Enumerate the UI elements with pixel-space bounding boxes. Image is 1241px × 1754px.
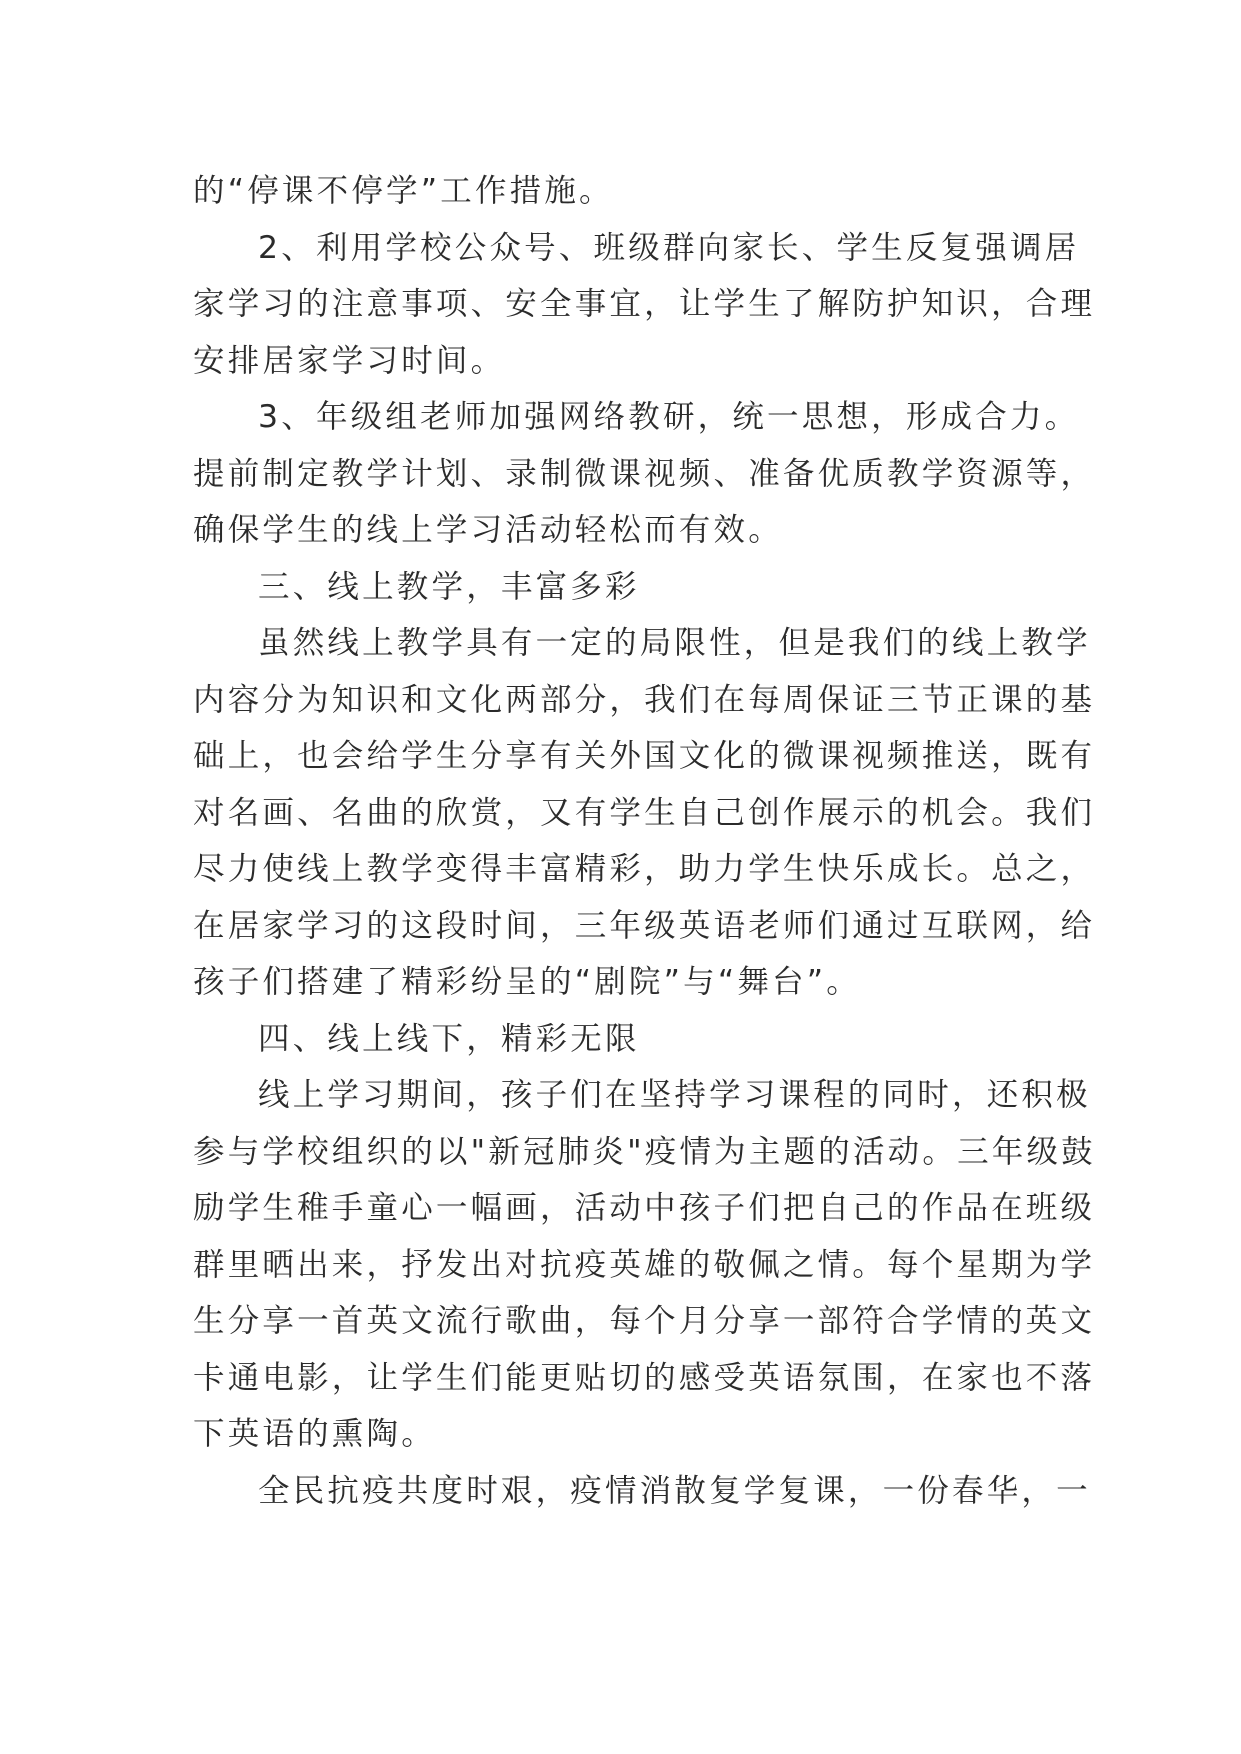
text-line: 确保学生的线上学习活动轻松而有效。 — [193, 512, 783, 548]
paragraph-start-line: 全民抗疫共度时艰，疫情消散复学复课，一份春华，一 — [258, 1472, 1091, 1509]
text-line: 尽力使线上教学变得丰富精彩，助力学生快乐成长。总之， — [193, 851, 1096, 887]
text-line: 参与学校组织的以"新冠肺炎"疫情为主题的活动。三年级鼓 — [193, 1133, 1096, 1170]
text-line: 安排居家学习时间。 — [193, 342, 506, 379]
text-line: 孩子们搭建了精彩纷呈的“剧院”与“舞台”。 — [193, 964, 861, 1000]
text-line: 生分享一首英文流行歌曲，每个月分享一部符合学情的英文 — [193, 1303, 1096, 1339]
text-line: 卡通电影，让学生们能更贴切的感受英语氛围，在家也不落 — [193, 1359, 1096, 1396]
text-line: 下英语的熏陶。 — [193, 1416, 436, 1452]
section-heading: 三、线上教学，丰富多彩 — [258, 568, 640, 605]
section-heading: 四、线上线下，精彩无限 — [258, 1020, 640, 1057]
text-line: 提前制定教学计划、录制微课视频、准备优质教学资源等， — [193, 455, 1096, 492]
text-line: 家学习的注意事项、安全事宜，让学生了解防护知识，合理 — [193, 286, 1096, 322]
text-line: 础上，也会给学生分享有关外国文化的微课视频推送，既有 — [193, 738, 1096, 774]
text-line: 内容分为知识和文化两部分，我们在每周保证三节正课的基 — [193, 681, 1096, 718]
text-line: 在居家学习的这段时间，三年级英语老师们通过互联网，给 — [193, 907, 1096, 944]
paragraph-start-line: 线上学习期间，孩子们在坚持学习课程的同时，还积极 — [258, 1077, 1091, 1113]
text-line: 励学生稚手童心一幅画，活动中孩子们把自己的作品在班级 — [193, 1190, 1096, 1226]
text-line: 对名画、名曲的欣赏，又有学生自己创作展示的机会。我们 — [193, 794, 1096, 831]
paragraph-start-line: 2、利用学校公众号、班级群向家长、学生反复强调居 — [258, 229, 1080, 266]
text-line: 群里晒出来，抒发出对抗疫英雄的敬佩之情。每个星期为学 — [193, 1246, 1096, 1283]
paragraph-start-line: 3、年级组老师加强网络教研，统一思想，形成合力。 — [258, 399, 1080, 435]
text-line: 的“停课不停学”工作措施。 — [193, 173, 614, 209]
document-body — [193, 163, 1096, 1519]
paragraph-start-line: 虽然线上教学具有一定的局限性，但是我们的线上教学 — [258, 625, 1091, 661]
